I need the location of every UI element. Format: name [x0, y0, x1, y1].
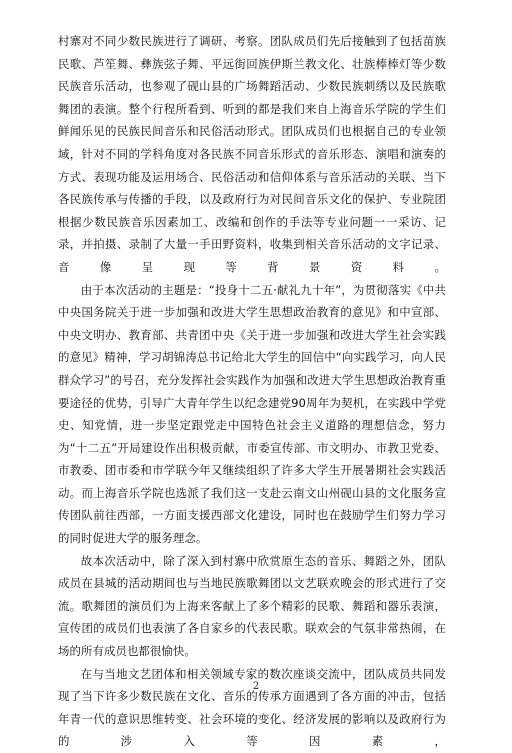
paragraph-4: 在与当地文艺团体和相关领域专家的数次座谈交流中，团队成员共同发现了当下许多少数民族在文化、音乐的传承方面遇到了各方面的冲击，包括年青一代的意识思维转变、社会环境的变化、经济发展的影响以及政府行为的涉入等因素， [58, 666, 446, 749]
paragraph-3: 故本次活动中，除了深入到村寨中欣赏原生态的音乐、舞蹈之外，团队成员在县城的活动期间也与当地民族歌舞团以文艺联欢晚会的形式进行了交流。歌舞团的演员们为上海来客献上了多个精彩的民歌、舞蹈和器乐表演，宣传团的成员们也表演了各自家乡的代表民歌。联欢会的气氛非常热闹，在场的所有成员也都很愉快。 [58, 553, 446, 659]
paragraph-1: 村寨对不同少数民族进行了调研、考察。团队成员们先后接触到了包括苗族民歌、芦笙舞、彝族弦子舞、平远街回族伊斯兰教文化、壮族棒棒灯等少数民族音乐活动，也参观了砚山县的广场舞蹈活动、少数民族刺绣以及民族歌舞团的表演。整个行程所看到、听到的都是我们来自上海音乐学院的学生们鲜闻乐见的民族民间音乐和民俗活动形式。团队成员们也根据自己的专业领域，针对不同的学科角度对各民族不同音乐形式的音乐形态、演唱和演奏的方式、表现功能及运用场合、民俗活动和信仰体系与音乐活动的关联、当下各民族传承与传播的手段，以及政府行为对民间音乐文化的保护、专业院团根据少数民族音乐因素加工、改编和创作的手法等专业问题一一采访、记录，并拍摄、录制了大量一手田野资料，收集到相关音乐活动的文字记录、音像呈现等背景资料。 [58, 34, 446, 274]
paragraph-2: 由于本次活动的主题是：“投身十二五·献礼九十年”，为贯彻落实《中共中央国务院关于进一步加强和改进大学生思想政治教育的意见》和中宣部、中央文明办、教育部、共青团中央《关于进一步加强和改进大学生社会实践的意见》精神，学习胡锦涛总书记给北大学生的回信中“向实践学习，向人民群众学习”的号召，充分发挥社会实践作为加强和改进大学生思想政治教育重要途径的优势，引导广大青年学生以纪念建党90周年为契机，在实践中学党史、知党情，进一步坚定跟党走中国特色社会主义道路的理想信念，努力为“十二五”开局建设作出积极贡献，市委宣传部、市文明办、市教卫党委、市教委、团市委和市学联今年又继续组织了许多大学生开展暑期社会实践活动。而上海音乐学院也选派了我们这一支赴云南文山州砚山县的文化服务宣传团队前往西部，一方面支援西部文化建设，同时也在鼓励学生们努力学习的同时促进大学的服务理念。 [58, 282, 446, 546]
page-number: 2 [252, 681, 260, 692]
document-body [58, 30, 446, 753]
